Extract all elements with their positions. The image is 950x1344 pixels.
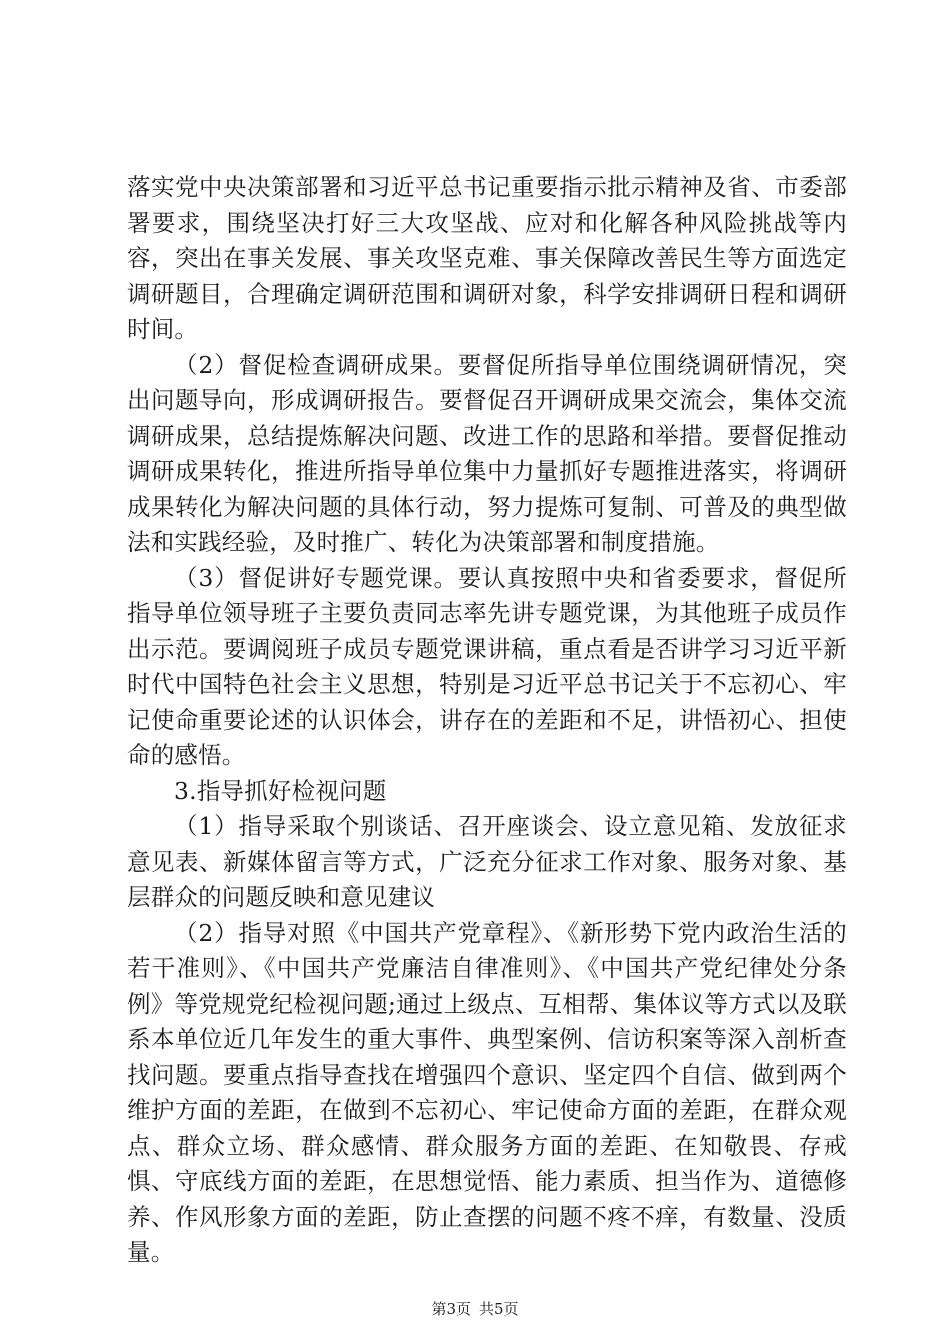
page-number-total: 共5页 <box>479 1300 519 1318</box>
section-heading-problem-review: 3.指导抓好检视问题 <box>174 776 387 805</box>
paragraph-research-results: （2）督促检查调研成果。要督促所指导单位围绕调研情况，突出问题导向，形成调研报告。要督促召开调研成果交流会，集体交流调研成果，总结提炼解决问题、改进工作的思路和举措。要督促推动调研成果转化，推进所指导单位集中力量抓好专题推进落实，将调研成果转化为解决问题的具体行动，努力提炼可复制、可普及的典型做法和实践经验，及时推广、转化为决策部署和制度措施。 <box>127 350 847 556</box>
page-number-current: 第3页 <box>431 1300 471 1318</box>
paragraph-solicit-opinions: （1）指导采取个别谈话、召开座谈会、设立意见箱、发放征求意见表、新媒体留言等方式，广泛充分征求工作对象、服务对象、基层群众的问题反映和意见建议 <box>127 812 847 911</box>
document-body <box>127 170 847 1271</box>
paragraph-party-lecture: （3）督促讲好专题党课。要认真按照中央和省委要求，督促所指导单位领导班子主要负责同志率先讲专题党课，为其他班子成员作出示范。要调阅班子成员专题党课讲稿，重点看是否讲学习习近平新时代中国特色社会主义思想，特别是习近平总书记关于不忘初心、牢记使命重要论述的认识体会，讲存在的差距和不足，讲悟初心、担使命的感悟。 <box>127 563 847 769</box>
paragraph-continuation: 落实党中央决策部署和习近平总书记重要指示批示精神及省、市委部署要求，围绕坚决打好三大攻坚战、应对和化解各种风险挑战等内容，突出在事关发展、事关攻坚克难、事关保障改善民生等方面选定调研题目，合理确定调研范围和调研对象，科学安排调研日程和调研时间。 <box>127 173 847 343</box>
paragraph-party-rules-review: （2）指导对照《中国共产党章程》、《新形势下党内政治生活的若干准则》、《中国共产党廉洁自律准则》、《中国共产党纪律处分条例》等党规党纪检视问题;通过上级点、互相帮、集体议等方式以及联系本单位近几年发生的重大事件、典型案例、信访积案等深入剖析查找问题。要重点指导查找在增强四个意识、坚定四个自信、做到两个维护方面的差距，在做到不忘初心、牢记使命方面的差距，在群众观点、群众立场、群众感情、群众服务方面的差距、在知敬畏、存戒惧、守底线方面的差距，在思想觉悟、能力素质、担当作为、道德修养、作风形象方面的差距，防止查摆的问题不疼不痒，有数量、没质量。 <box>127 918 847 1266</box>
page-footer <box>0 1299 950 1319</box>
